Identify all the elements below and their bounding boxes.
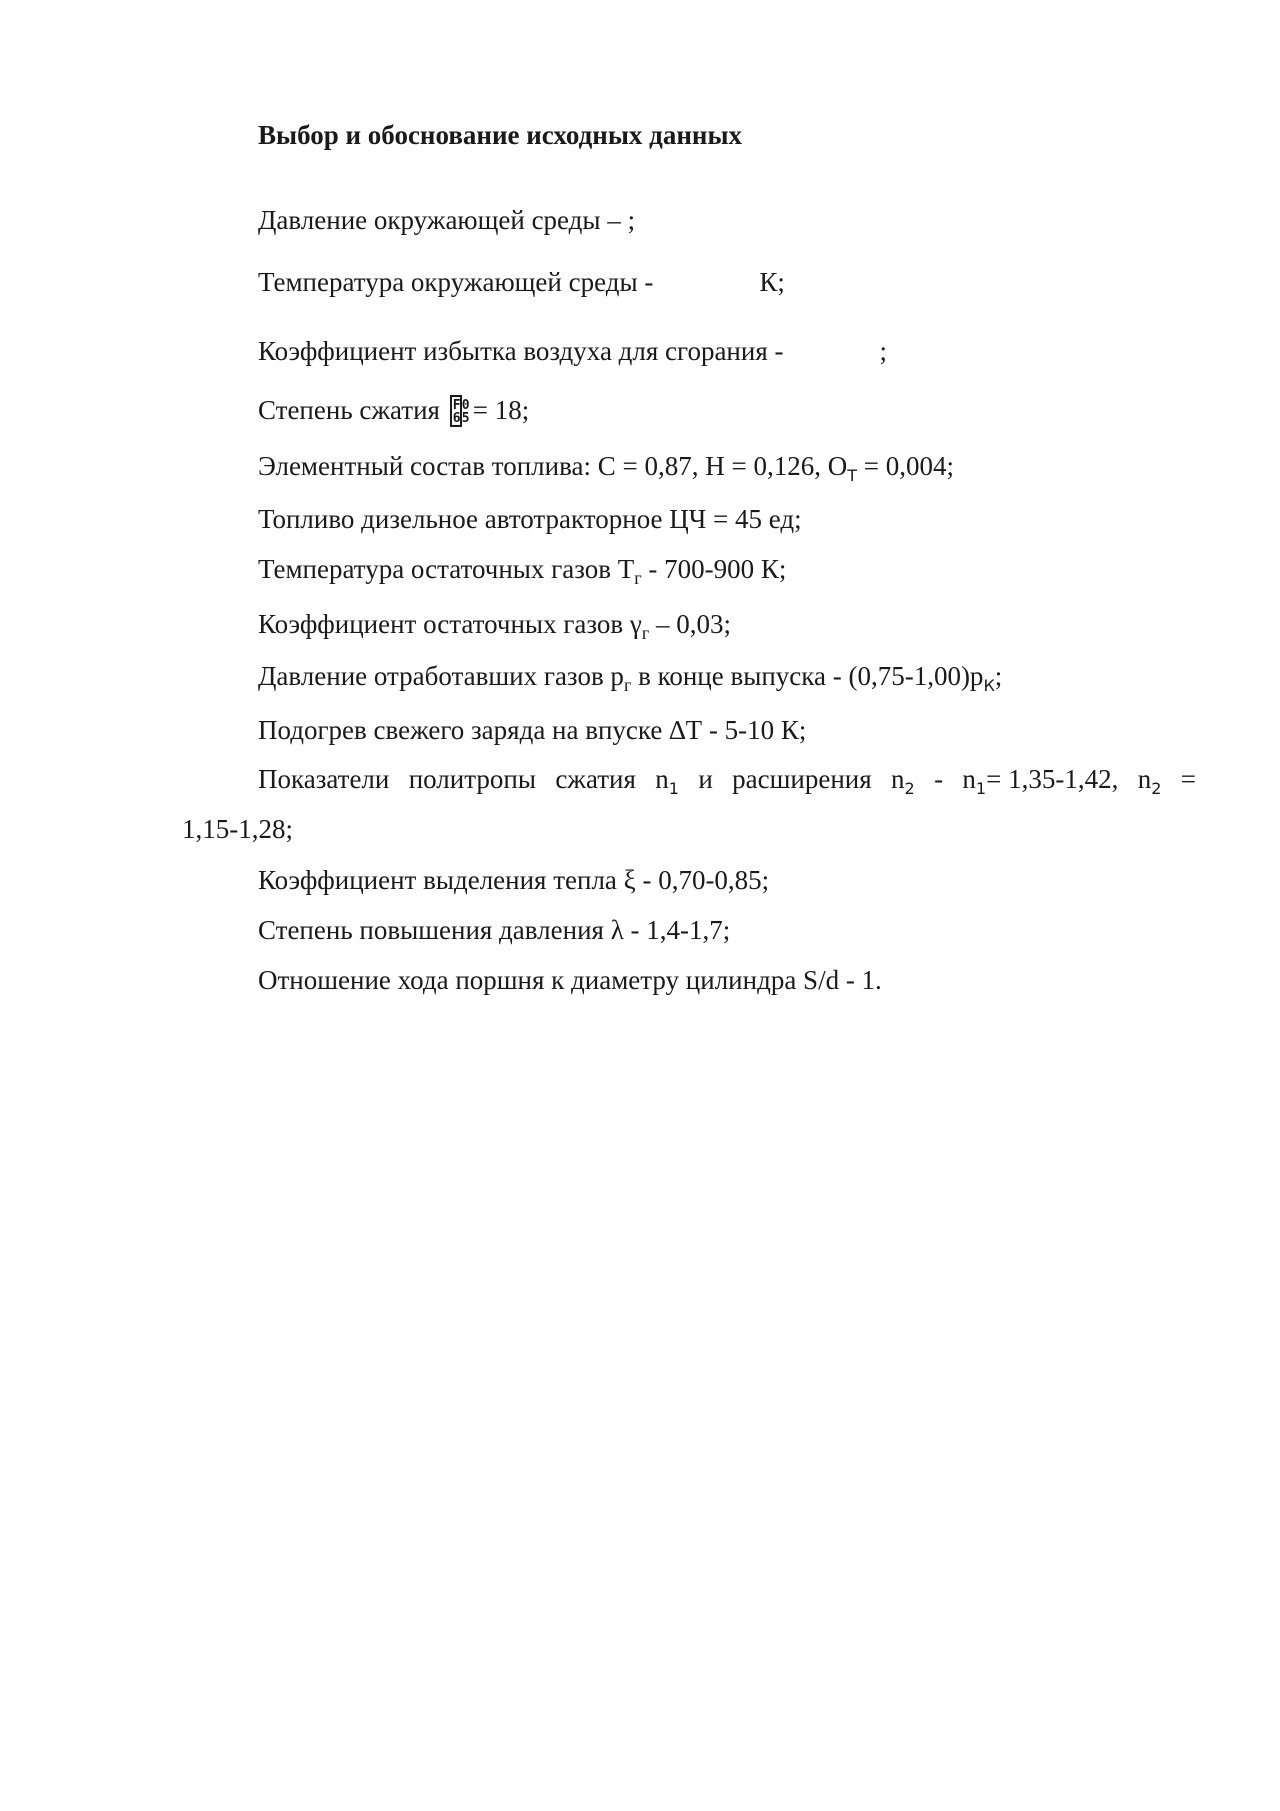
fuel-composition-line: [258, 450, 954, 492]
composition-suffix: = 0,004;: [856, 451, 954, 481]
compression-label: Степень сжатия: [258, 395, 440, 425]
residual-temp-line: [258, 553, 786, 594]
polytrope-n1-value: [962, 763, 1118, 805]
polytrope-dash: -: [934, 764, 944, 794]
excess-air-line: [258, 335, 887, 367]
missing-symbol-glyph-icon: [450, 395, 472, 429]
n-symbol: n: [1137, 764, 1152, 794]
exhaust-pressure-line: [258, 660, 1002, 702]
polytrope-continuation: 1,15-1,28;: [182, 814, 293, 844]
residual-temp-suffix: - 700-900 К;: [641, 554, 787, 584]
compression-line: [258, 394, 529, 429]
temperature-line: [258, 266, 785, 298]
n-subscript: 1: [668, 779, 679, 798]
fuel-type-line: Топливо дизельное автотракторное ЦЧ = 45 ед;: [258, 504, 802, 534]
glyph-char: F: [452, 398, 461, 413]
polytrope-n2: [891, 763, 915, 805]
composition-prefix: Элементный состав топлива: С = 0,87, Н = 0,126, О: [258, 451, 848, 481]
excess-air-label: Коэффициент избытка воздуха для сгорания -: [258, 336, 784, 366]
residual-coef-subscript: г: [641, 623, 650, 643]
n-subscript: 2: [1151, 779, 1162, 798]
glyph-char: 6: [452, 411, 461, 426]
exhaust-subscript: г: [623, 675, 632, 695]
residual-coef-line: [258, 608, 731, 649]
polytrope-and: и: [698, 764, 713, 794]
n1-range: = 1,35-1,42,: [986, 764, 1119, 794]
polytrope-n1: [655, 763, 679, 805]
polytrope-word: политропы: [408, 764, 536, 794]
temperature-unit: К;: [759, 267, 785, 297]
polytrope-equals: =: [1180, 764, 1196, 794]
excess-air-end: ;: [879, 336, 888, 366]
exhaust-prefix: Давление отработавших газов р: [258, 661, 624, 691]
heat-release-line: Коэффициент выделения тепла ξ - 0,70-0,85;: [258, 865, 770, 895]
stroke-ratio-line: Отношение хода поршня к диаметру цилиндра S/d - 1.: [258, 965, 882, 995]
glyph-char: 0: [461, 398, 470, 413]
charge-heating-line: Подогрев свежего заряда на впуске ∆Т - 5-10 К;: [258, 715, 807, 745]
glyph-char: 5: [461, 411, 470, 426]
pressure-rise-line: Степень повышения давления λ - 1,4-1,7;: [258, 915, 731, 945]
exhaust-mid: в конце выпуска - (0,75-1,00)р: [631, 661, 984, 691]
residual-coef-suffix: – 0,03;: [649, 609, 731, 639]
compression-value: = 18;: [472, 395, 530, 425]
temperature-label: Температура окружающей среды -: [258, 267, 654, 297]
n-symbol: n: [962, 764, 976, 794]
section-heading: Выбор и обоснование исходных данных: [258, 120, 743, 150]
composition-subscript: Т: [847, 466, 857, 485]
n-subscript: 1: [975, 779, 987, 798]
residual-temp-prefix: Температура остаточных газов Т: [258, 554, 635, 584]
n-symbol: n: [655, 764, 669, 794]
polytrope-expansion: расширения: [732, 764, 872, 794]
pressure-line: Давление окружающей среды – ;: [258, 205, 636, 235]
n-symbol: n: [891, 764, 905, 794]
polytrope-line: [258, 763, 1196, 805]
polytrope-word: Показатели: [258, 764, 390, 794]
polytrope-word: сжатия: [555, 764, 636, 794]
residual-temp-subscript: г: [634, 568, 642, 588]
polytrope-n2-value: [1138, 763, 1162, 805]
n-subscript: 2: [904, 779, 915, 798]
residual-coef-prefix: Коэффициент остаточных газов γ: [258, 609, 642, 639]
exhaust-suffix: ;: [994, 661, 1003, 691]
exhaust-subscript-k: К: [983, 676, 995, 695]
